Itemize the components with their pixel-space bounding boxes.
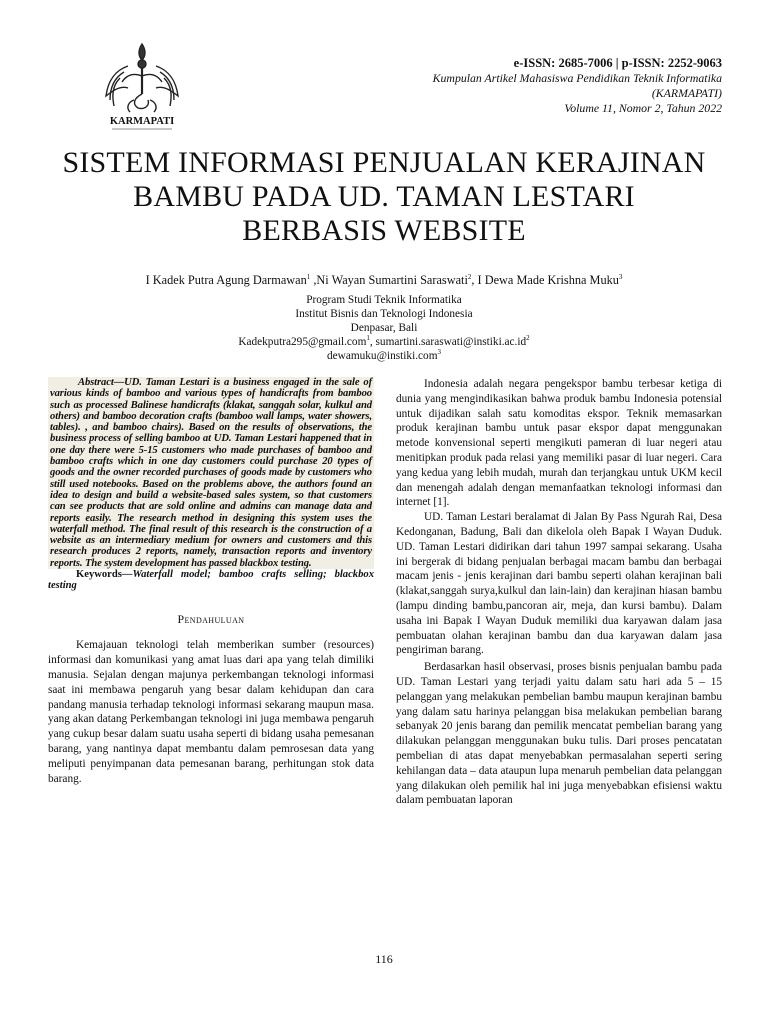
journal-abbreviation: (KARMAPATI) [651,86,722,100]
author-list [40,273,728,288]
abstract: Abstract—UD. Taman Lestari is a business engaged in the sale of various kinds of bamboo and various types of handicrafts from bamboo such as processed Balinese handicrafts (klakat, sanggah solar, kulkul and others) and bamboo decoration crafts (bamboo wall lamps, water showers, tables). , and bamboo chairs). Based on the results of observations, the business process of selling bamboo at UD. Taman Lestari happened that in one day there were 5-15 customers who made purchases of bamboo and bamboo crafts which in one day customers could purchase 20 types of goods and the owner recorded purchases of goods made by customers who still used notebooks. Based on the problems above, the authors found an idea to design and build a website-based sales system, so that customers can see products that are sold online and admins can manage data and reports easily. The research method in designing this system uses the waterfall method. The final result of this research is the construction of a website as an intermediary medium for owners and customers and this research produces 2 reports, namely, transaction reports and inventory reports. The system development has passed blackbox testing. [50,377,372,569]
affiliation-institute: Institut Bisnis dan Teknologi Indonesia [295,308,473,320]
right-paragraph-3: Berdasarkan hasil observasi, proses bisnis penjualan bambu pada UD. Taman Lestari yang terjadi yaitu dalam satu hari ada 5 – 15 pelanggan yang melakukan pembelian bambu maupun kerajinan bambu yang dalam satu harinya pelanggan bisa melakukan pembelian barang sebanyak 20 jenis barang dan pemilik mencatat pembelian barang yang dilakukan pelanggan menggunakan buku tulis. Dari proses pencatatan pembelian di atas dapat menyebabkan permasalahan seperti sering kehilangan data – data ataupun lupa menaruh pembelian data pelanggan yang dilakukan oleh pemilik hal ini juga menyebabkan efisiensi waktu dalam pembuatan laporan [396,661,722,807]
right-column [396,377,722,808]
title-line-3: BERBASIS WEBSITE [242,214,526,247]
issn-line: e-ISSN: 2685-7006 | p-ISSN: 2252-9063 [513,56,722,70]
keywords-label: Keywords— [76,569,133,581]
page-number: 116 [375,952,393,966]
author-2: ,Ni Wayan Sumartini Saraswati [310,273,468,287]
keywords-text: Waterfall model; bamboo crafts selling; blackbox testing [48,569,374,592]
affiliation [40,293,728,363]
author-2-mark: 2 [467,272,472,281]
intro-paragraph: Kemajauan teknologi telah memberikan sumber (resources) informasi dan komunikasi yang amat luas dari apa yang telah dimiliki manusia. Sejalan dengan majunya perkembangan teknologi informasi saat ini membawa pengaruh yang besar dalam kehidupan dan cara pandang manusia terhadap teknologi informasi sekarang maupun masa. yang akan datang Perkembangan teknologi ini juga membawa pengaruh yang cukup besar dalam suatu usaha seperti di bidang usaha pemesanan barang, yang nantinya dapat membantu dalam pemrosesan data yang meliputi penyimpanan data pemesanan barang, perhitungan stok data barang. [48,639,374,785]
journal-volume: Volume 11, Nomor 2, Tahun 2022 [564,101,722,115]
journal-logo [98,36,186,132]
author-1-mark: 1 [306,272,311,281]
affiliation-emails: Kadekputra295@gmail.com$^1$, $sumartini.saraswati@instiki.ac.id^2$ [238,334,530,348]
karmapati-logo-icon [98,36,186,132]
section-heading: Pendahuluan [177,611,245,626]
journal-header [342,56,722,116]
author-3-mark: 3 [618,272,623,281]
email-3[interactable]: dewamuku@instiki.com [327,350,438,362]
email-1[interactable]: Kadekputra295@gmail.com [238,336,367,348]
email-2[interactable]: , sumartini.saraswati@instiki.ac.id [369,336,527,348]
title-line-2: BAMBU PADA UD. TAMAN LESTARI [133,180,635,213]
journal-name: Kumpulan Artikel Mahasiswa Pendidikan Teknik Informatika [432,71,722,85]
affiliation-program: Program Studi Teknik Informatika [306,294,462,306]
svg-text:KARMAPATI: KARMAPATI [109,116,175,127]
paper-title [40,146,728,248]
affiliation-city: Denpasar, Bali [350,322,418,334]
right-paragraph-1: Indonesia adalah negara pengekspor bambu terbesar ketiga di dunia yang mengindikasikan bahwa produk bambu Indonesia potensial untuk dijadikan salah satu komoditas ekspor. Teknik memasarkan produk kerajinan bambu untuk pasar ekspor dapat menggunakan metode konvensional seperti mengikuti pameran di luar negeri atau menitipkan produk pada relasi yang memiliki pasar di luar negeri. Cara yang kedua yang lebih mudah, murah dan terjangkau untuk UKM kecil dan menengah adalah dengan memanfaatkan teknologi informasi dan internet [1]. [396,378,722,509]
author-3: , I Dewa Made Krishna Muku [471,273,619,287]
author-1: I Kadek Putra Agung Darmawan [145,273,307,287]
left-column [48,377,374,786]
right-paragraph-2: UD. Taman Lestari beralamat di Jalan By Pass Ngurah Rai, Desa Kedonganan, Badung, Bali dan dikelola oleh Bapak I Wayan Duduk. UD. Taman Lestari didirikan dari tahun 1997 sampai sekarang. Usaha ini bergerak di bidang penjualan berbagai macam bambu dan berbagai macam jenis - jenis kerajinan dari bambu seperti olahan kerajinan bali (klakat,sanggah surya,kulkul dan lain-lain) dan kerajinan hiasan bambu (lampu dinding bambu,pancoran air, meja, dan kursi bambu). Dalam usaha ini Bapak I Wayan Duduk memiliki dua karyawan dalam jasa pembuatan olahan kerajinan bambu dan dua karyawan dalam jasa pengiriman barang. [396,511,722,657]
title-line-1: SISTEM INFORMASI PENJUALAN KERAJINAN [62,146,706,179]
affiliation-email-3: dewamuku@instiki.com$^3$ [327,348,441,362]
keywords [48,569,374,592]
